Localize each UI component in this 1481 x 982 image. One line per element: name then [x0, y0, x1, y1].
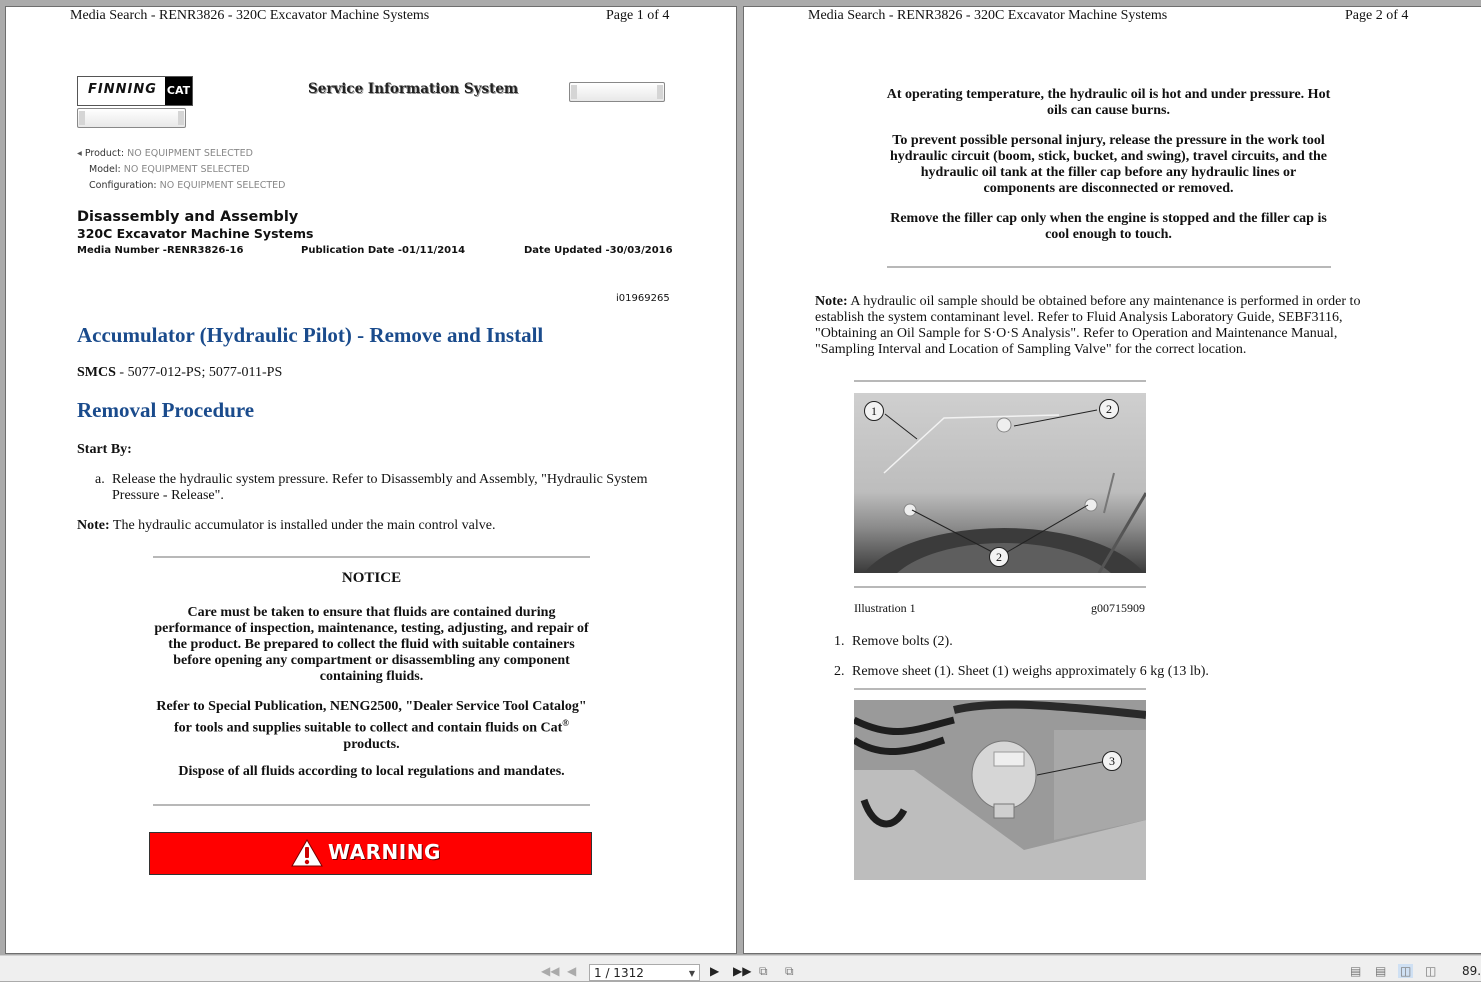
first-page-icon[interactable]: ◀◀ — [541, 964, 560, 978]
previous-view-icon[interactable]: ⧉ — [759, 964, 768, 978]
notice-top-rule — [153, 556, 590, 558]
warning-paragraph-1: At operating temperature, the hydraulic oil is hot and under pressure. Hot oils can cause burns. — [886, 87, 1331, 118]
warning-banner — [149, 832, 592, 875]
step-text: Remove bolts (2). — [852, 634, 953, 649]
notice-paragraph-3: Dispose of all fluids according to local regulations and mandates. — [178, 764, 565, 779]
illustration-2-drawing — [854, 700, 1146, 880]
warning-paragraph-2: To prevent possible personal injury, release the pressure in the work tool hydraulic circuit (boom, stick, bucket, and swing), travel circuits, and the hydraulic oil tank at the filler cap before any hydraulic lines or components are disconnected or removed. — [890, 133, 1327, 196]
warning-triangle-icon — [291, 839, 323, 867]
finning-cat-logo — [77, 76, 193, 106]
illustration-2-image — [854, 700, 1146, 880]
note — [815, 294, 1385, 358]
chevron-down-icon[interactable]: ▼ — [688, 969, 695, 978]
page-header-title: Media Search - RENR3826 - 320C Excavator Machine Systems — [70, 8, 430, 23]
illustration-caption: Illustration 1 — [854, 601, 916, 615]
page-2 — [743, 6, 1481, 954]
illustration-1-image — [854, 393, 1146, 573]
two-continuous-icon[interactable]: ◫ — [1425, 964, 1437, 978]
next-page-icon[interactable]: ▶ — [710, 964, 720, 978]
two-page-icon[interactable]: ◫ — [1400, 964, 1412, 978]
logo-text: FINNING — [88, 82, 157, 97]
smcs-line — [77, 365, 282, 381]
notice-p2-text: Refer to Special Publication, NENG2500, "Dealer Service Tool Catalog" for tools and supplies suitable to collect and contain fluids on Cat — [156, 699, 587, 736]
zoom-level[interactable]: 89. — [1462, 964, 1481, 978]
note-label: Note: — [77, 518, 110, 533]
page-header-title: Media Search - RENR3826 - 320C Excavator Machine Systems — [808, 8, 1168, 23]
smcs-label: SMCS — [77, 365, 116, 380]
warning-label: WARNING — [328, 840, 441, 864]
header-dropdown[interactable] — [569, 82, 665, 102]
page-number-input[interactable] — [589, 964, 700, 981]
notice-paragraph-1: Care must be taken to ensure that fluids are contained during performance of inspection, maintenance, testing, adjusting, and repair of the product. Be prepared to collect the fluid with suitable containers before opening any compartment or disassembling any component containing fluids. — [154, 605, 589, 684]
page-header-number: Page 2 of 4 — [1345, 8, 1409, 23]
product-label: Product: — [84, 148, 125, 159]
product-row — [77, 148, 253, 159]
page-header-number: Page 1 of 4 — [606, 8, 670, 23]
warning-bottom-rule — [887, 266, 1331, 268]
doc-type: Disassembly and Assembly — [77, 209, 299, 225]
notice-bottom-rule — [153, 804, 590, 806]
note-text: The hydraulic accumulator is installed under the main control valve. — [109, 518, 496, 533]
configuration-row — [89, 180, 285, 191]
warning-paragraph-3: Remove the filler cap only when the engine is stopped and the filler cap is cool enough to touch. — [890, 211, 1327, 242]
list-text: Release the hydraulic system pressure. Refer to Disassembly and Assembly, "Hydraulic System Pressure - Release". — [112, 472, 648, 503]
section-title: Removal Procedure — [77, 398, 255, 422]
illustration-top-rule — [854, 380, 1146, 382]
notice-p2-text-end: products. — [343, 736, 400, 752]
callout-1: 1 — [864, 401, 884, 421]
configuration-label: Configuration: — [89, 180, 157, 191]
doc-id: i01969265 — [616, 293, 670, 304]
next-view-icon[interactable]: ⧉ — [785, 964, 794, 978]
notice-paragraph-2 — [153, 699, 590, 753]
doc-machine: 320C Excavator Machine Systems — [77, 226, 314, 241]
viewer-toolbar — [0, 955, 1481, 981]
page-number-value: 1 / 1312 — [594, 966, 644, 980]
product-value: NO EQUIPMENT SELECTED — [127, 148, 253, 159]
sis-title: Service Information System — [308, 81, 519, 97]
configuration-value: NO EQUIPMENT SELECTED — [159, 180, 286, 191]
illustration-bottom-rule — [854, 586, 1146, 588]
illustration-1-drawing — [854, 393, 1146, 573]
publication-date: Publication Date -01/11/2014 — [301, 245, 466, 256]
single-page-icon[interactable]: ▤ — [1350, 964, 1362, 978]
step-marker: 1. — [834, 634, 845, 649]
step-text: Remove sheet (1). Sheet (1) weighs approximately 6 kg (13 lb). — [852, 664, 1209, 679]
collapse-arrow-icon[interactable]: ◂ — [77, 148, 82, 159]
date-updated: Date Updated -30/03/2016 — [524, 245, 673, 256]
list-marker: a. — [95, 472, 105, 487]
model-label: Model: — [89, 164, 121, 175]
step-1 — [834, 634, 1394, 650]
start-by-item — [95, 472, 675, 504]
illustration-id: g00715909 — [1091, 601, 1145, 615]
step-2 — [834, 664, 1394, 680]
media-number: Media Number -RENR3826-16 — [77, 245, 244, 256]
note-text: A hydraulic oil sample should be obtained before any maintenance is performed in order to establish the system contaminant level. Refer to Fluid Analysis Laboratory Guide, SEBF3116, "Obtaining an Oil Sample for S·O·S Analysis". Refer to Operation and Maintenance Manual, "Sampling Interval and Location of Sampling Valve" for the correct location. — [815, 294, 1361, 357]
model-row — [89, 164, 250, 175]
callout-3: 3 — [1102, 751, 1122, 771]
start-by-label: Start By: — [77, 442, 132, 457]
model-value: NO EQUIPMENT SELECTED — [123, 164, 250, 175]
illustration-2-top-rule — [854, 688, 1146, 690]
smcs-value: - 5077-012-PS; 5077-011-PS — [115, 365, 283, 380]
logo-dropdown[interactable] — [77, 108, 186, 128]
note — [77, 518, 495, 534]
step-marker: 2. — [834, 664, 845, 679]
callout-2: 2 — [989, 547, 1009, 567]
prev-page-icon[interactable]: ◀ — [567, 964, 577, 978]
page-title: Accumulator (Hydraulic Pilot) - Remove and Install — [77, 323, 544, 347]
single-continuous-icon[interactable]: ▤ — [1375, 964, 1387, 978]
note-label: Note: — [815, 294, 848, 309]
page-1 — [5, 6, 737, 954]
registered-mark: ® — [562, 718, 570, 728]
cat-badge: CAT — [165, 77, 192, 105]
last-page-icon[interactable]: ▶▶ — [733, 964, 752, 978]
callout-2: 2 — [1099, 399, 1119, 419]
notice-title: NOTICE — [341, 570, 402, 586]
